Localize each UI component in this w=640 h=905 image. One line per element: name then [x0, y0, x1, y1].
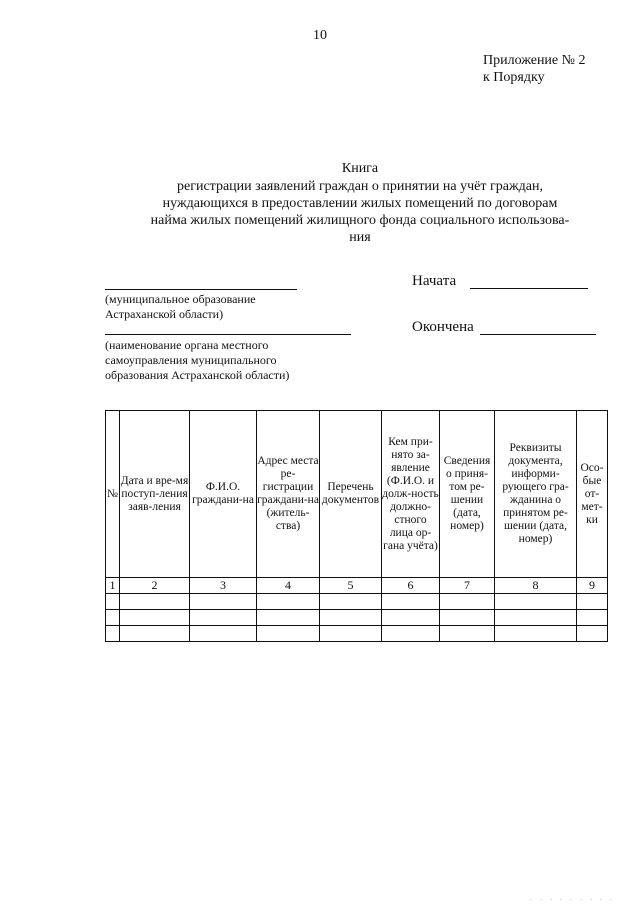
column-number: 9 [577, 578, 608, 594]
column-number: 6 [382, 578, 440, 594]
table-cell[interactable] [257, 626, 320, 642]
table-row [106, 594, 608, 610]
scan-marks: . . . . . . . . . [530, 893, 615, 902]
municipality-caption [105, 292, 256, 322]
table-cell[interactable] [577, 594, 608, 610]
appendix-line: Приложение № 2 [483, 53, 586, 68]
table-cell[interactable] [106, 626, 120, 642]
column-number: 5 [320, 578, 382, 594]
title-line: найма жилых помещений жилищного фонда социального использова- [150, 213, 570, 228]
column-header: Перечень документов [320, 411, 382, 578]
column-number: 2 [120, 578, 190, 594]
caption-line: (наименование органа местного [105, 338, 269, 352]
authority-caption [105, 338, 289, 383]
table-cell[interactable] [120, 610, 190, 626]
table-cell[interactable] [190, 626, 257, 642]
column-header: Адрес места ре-гистрации граждани-на (житель-ства) [257, 411, 320, 578]
caption-line: Астраханской области) [105, 307, 224, 321]
document-title [120, 160, 600, 246]
table-row [106, 626, 608, 642]
column-number: 4 [257, 578, 320, 594]
caption-line: образования Астраханской области) [105, 368, 290, 382]
table-cell[interactable] [106, 594, 120, 610]
table-cell[interactable] [495, 594, 577, 610]
title-line: ния [349, 230, 371, 245]
table-cell[interactable] [495, 610, 577, 626]
table-row [106, 610, 608, 626]
table-cell[interactable] [440, 610, 495, 626]
caption-line: (муниципальное образование [105, 292, 256, 306]
table-cell[interactable] [257, 594, 320, 610]
finished-label: Окончена [412, 319, 474, 335]
caption-line: самоуправления муниципального [105, 353, 277, 367]
table-cell[interactable] [120, 594, 190, 610]
finished-date-field[interactable] [480, 334, 596, 335]
table-cell[interactable] [440, 626, 495, 642]
table-cell[interactable] [120, 626, 190, 642]
title-line: нуждающихся в предоставлении жилых помещений по договорам [162, 196, 558, 211]
table-cell[interactable] [382, 610, 440, 626]
started-label: Начата [412, 273, 457, 289]
column-number: 1 [106, 578, 120, 594]
title-main: Книга [341, 161, 379, 176]
column-header: Осо-бые от-мет-ки [577, 411, 608, 578]
started-date-field[interactable] [470, 288, 588, 289]
table-cell[interactable] [495, 626, 577, 642]
table-cell[interactable] [577, 626, 608, 642]
table-cell[interactable] [440, 594, 495, 610]
column-header: Сведения о приня-том ре-шении (дата, номер) [440, 411, 495, 578]
column-header: Реквизиты документа, информи-рующего гра-жданина о принятом ре-шении (дата, номер) [495, 411, 577, 578]
table-cell[interactable] [382, 626, 440, 642]
table-cell[interactable] [382, 594, 440, 610]
column-header: Дата и вре-мя поступ-ления заяв-ления [120, 411, 190, 578]
column-number: 7 [440, 578, 495, 594]
table-cell[interactable] [320, 610, 382, 626]
table-cell[interactable] [190, 594, 257, 610]
title-line: регистрации заявлений граждан о принятии на учёт граждан, [177, 179, 543, 194]
table-cell[interactable] [190, 610, 257, 626]
column-header: Ф.И.О. граждани-на [190, 411, 257, 578]
column-number: 8 [495, 578, 577, 594]
column-header: Кем при-нято за-явление (Ф.И.О. и долж-ность должно-стного лица ор-гана учёта) [382, 411, 440, 578]
table-cell[interactable] [257, 610, 320, 626]
table-cell[interactable] [577, 610, 608, 626]
appendix-reference [483, 52, 586, 86]
page-number: 10 [313, 28, 327, 43]
appendix-line: к Порядку [483, 70, 545, 85]
column-number-row [106, 578, 608, 594]
registration-table [105, 410, 608, 642]
column-header: № [106, 411, 120, 578]
table-cell[interactable] [320, 594, 382, 610]
table-cell[interactable] [106, 610, 120, 626]
authority-fill-line[interactable] [105, 334, 351, 335]
column-number: 3 [190, 578, 257, 594]
table-header-row [106, 411, 608, 578]
table-cell[interactable] [320, 626, 382, 642]
municipality-fill-line[interactable] [105, 289, 297, 290]
